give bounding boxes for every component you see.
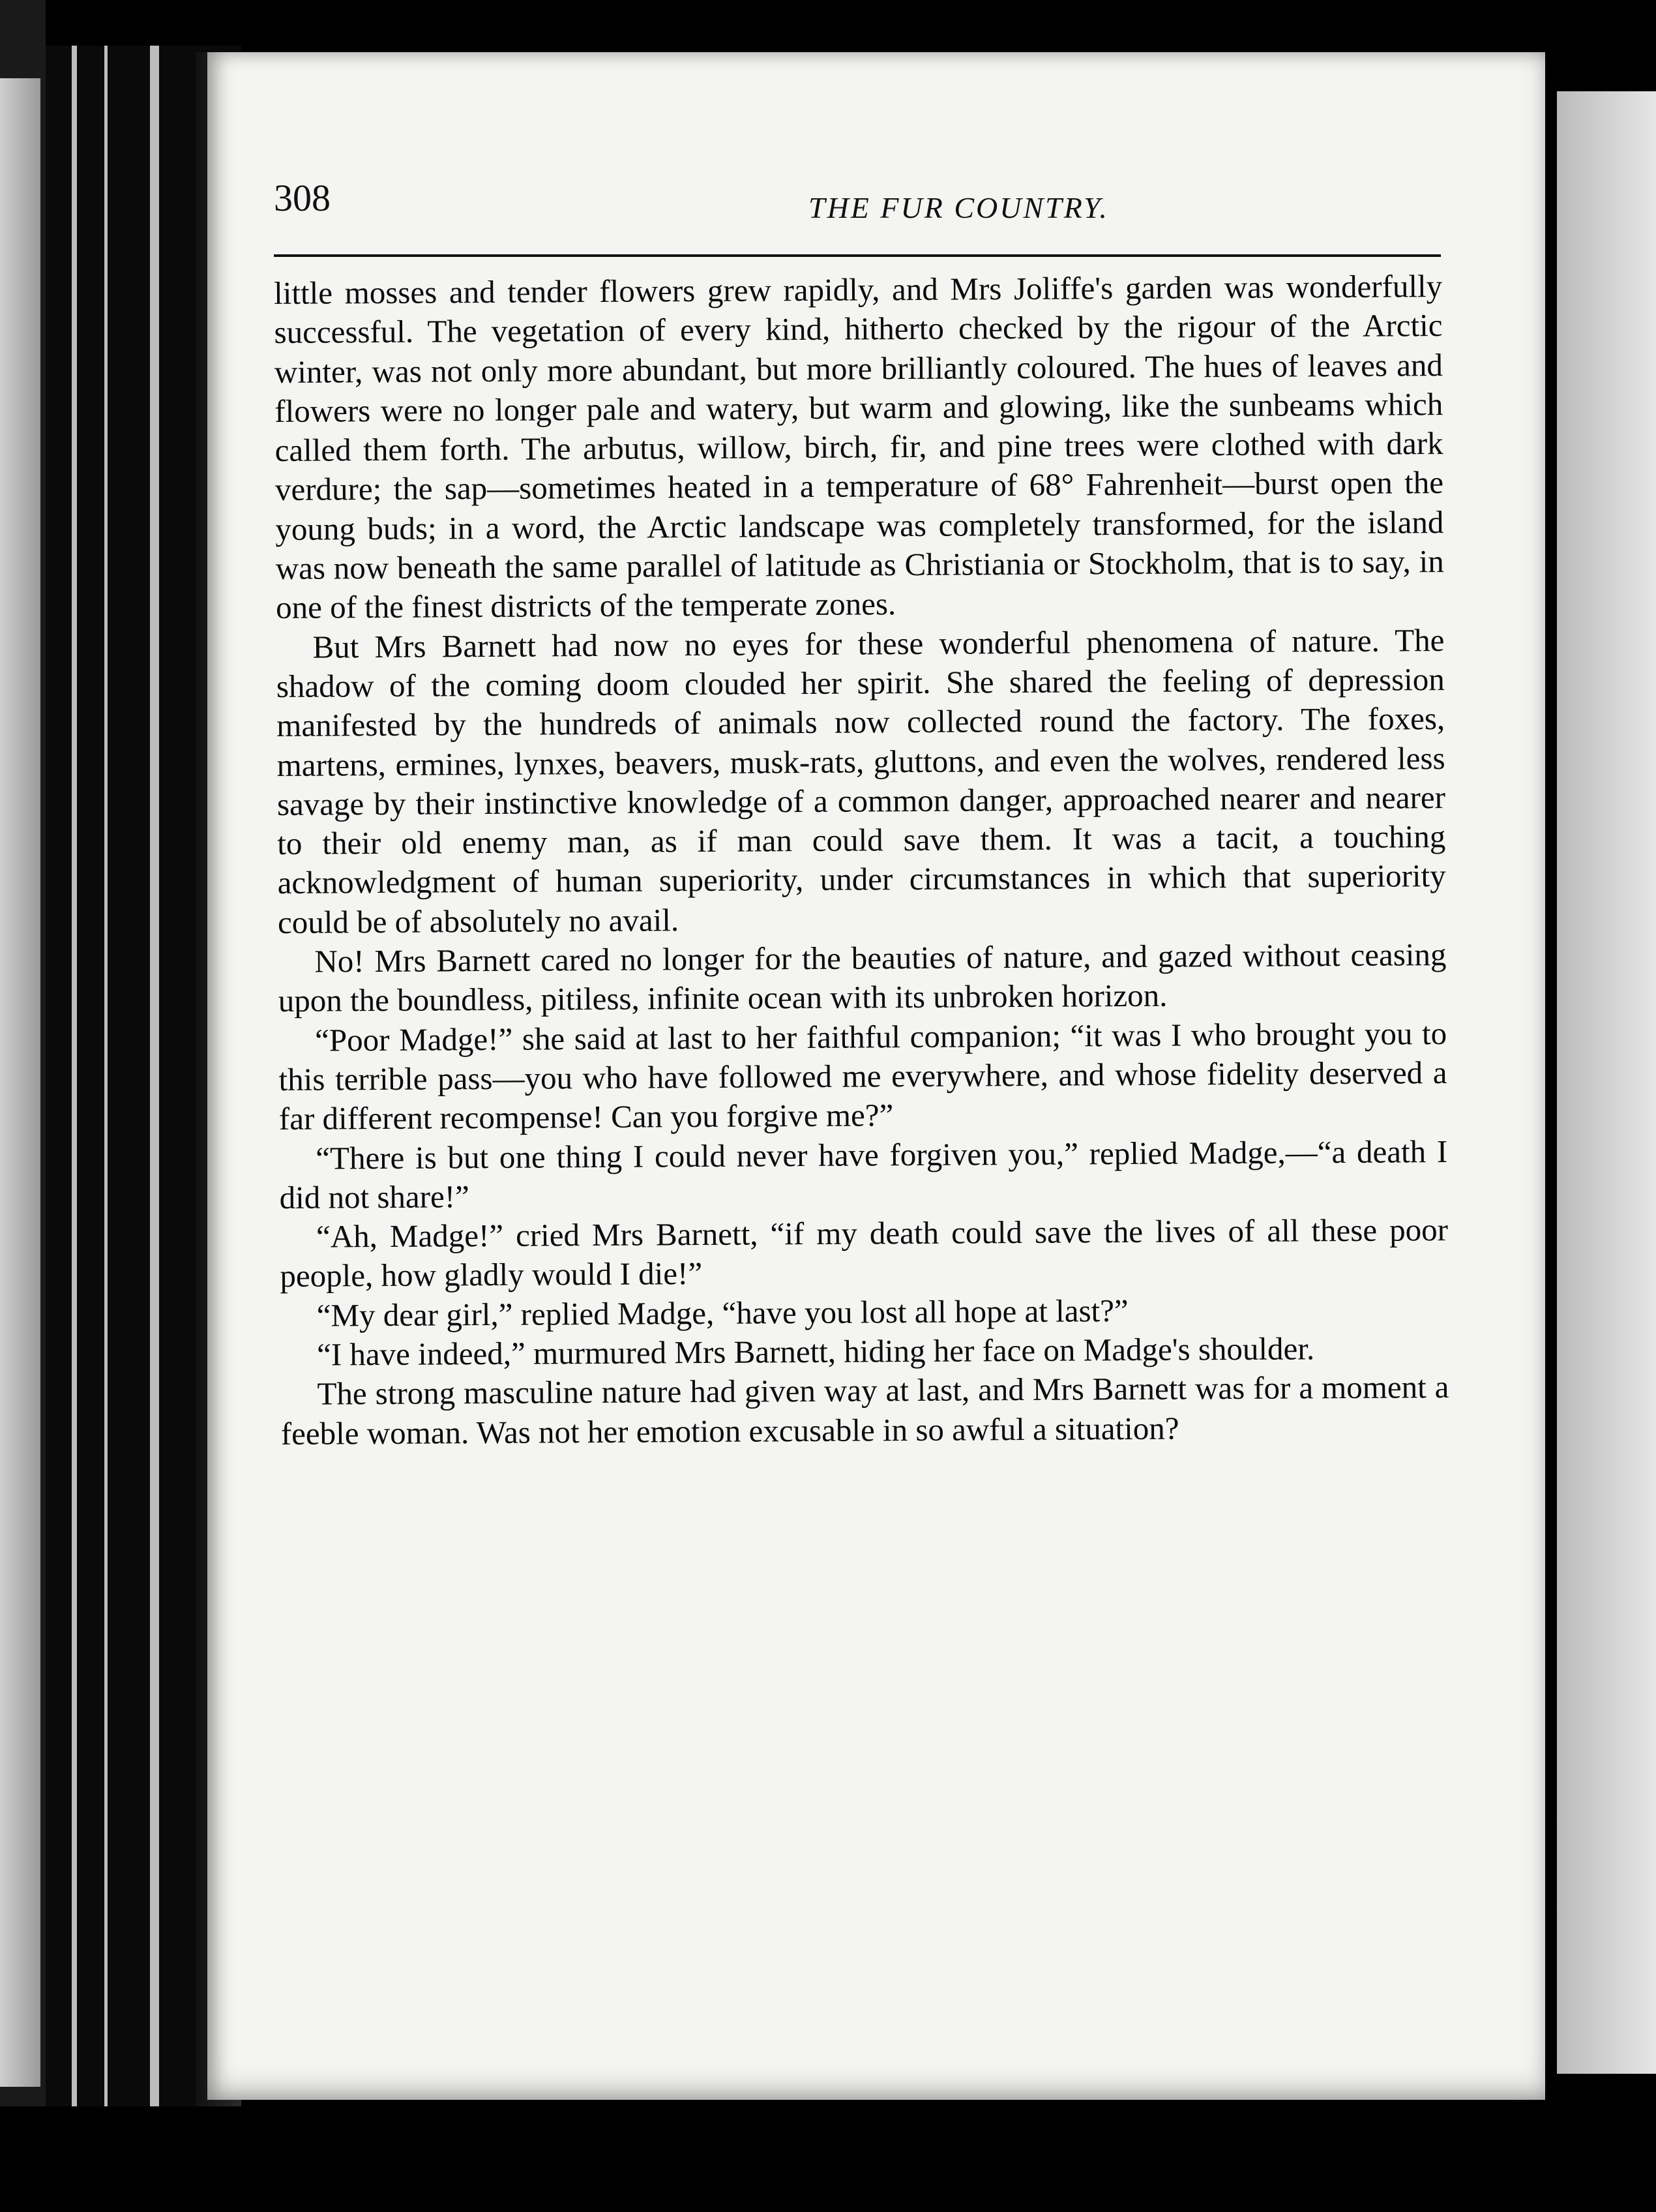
page-number: 308 (274, 177, 331, 219)
paragraph: “Poor Madge!” she said at last to her faithful companion; “it was I who brought you to this terrible pass—you who have followed me everywhere, and whose fidelity deserved a far different recompense! Can you forgive me?” (278, 1015, 1447, 1137)
page-edge-line (150, 46, 159, 2106)
scan-background-bottom (0, 2106, 1656, 2212)
paragraph: But Mrs Barnett had now no eyes for these wonderful phenomena of nature. The shadow of the coming doom clouded her spirit. She shared the feeling of depression manifested by the hundreds of animals now collected round the factory. The foxes, martens, ermines, lynxes, beavers, musk-rats, gluttons, and even the wolves, rendered less savage by their instinctive knowledge of a common danger, approached nearer and nearer to their old enemy man, as if man could save them. It was a tacit, a touching acknowledgment of human superiority, under circumstances in which that superiority could be of absolutely no avail. (276, 621, 1446, 940)
paragraph: “There is but one thing I could never have forgiven you,” replied Madge,—“a death I did not share!” (279, 1133, 1448, 1216)
page-edge-line (104, 46, 108, 2106)
paragraph: “Ah, Madge!” cried Mrs Barnett, “if my death could save the lives of all these poor people, how gladly would I die!” (280, 1212, 1449, 1294)
page-edge-line (72, 46, 77, 2106)
paragraph: little mosses and tender flowers grew rapidly, and Mrs Joliffe's garden was wonderfully successful. The vegetation of every kind, hitherto checked by the rigour of the Arctic winter, was not only more abundant, but more brilliantly coloured. The hues of leaves and flowers were no longer pale and watery, but warm and glowing, like the sunbeams which called them forth. The arbutus, willow, birch, fir, and pine trees were clothed with dark verdure; the sap—sometimes heated in a temperature of 68° Fahrenheit—burst open the young buds; in a word, the Arctic landscape was completely transformed, for the island was now beneath the same parallel of latitude as Christiania or Stockholm, that is to say, in one of the finest districts of the temperate zones. (274, 268, 1444, 626)
paragraph: “My dear girl,” replied Madge, “have you lost all hope at last?” (316, 1292, 1129, 1334)
body-text (274, 267, 1449, 1454)
paragraph: No! Mrs Barnett cared no longer for the beauties of nature, and gazed without ceasing upon the boundless, pitiless, infinite ocean with its unbroken horizon. (278, 936, 1447, 1019)
header-rule (274, 254, 1441, 257)
running-title: THE FUR COUNTRY. (808, 191, 1109, 224)
next-page-edge (1557, 91, 1656, 2074)
paragraph: “I have indeed,” murmured Mrs Barnett, hiding her face on Madge's shoulder. (316, 1330, 1315, 1373)
paragraph: The strong masculine nature had given way at last, and Mrs Barnett was for a moment a feeble woman. Was not her emotion excusable in so awful a situation? (280, 1369, 1449, 1452)
previous-page-edge (0, 78, 40, 2087)
